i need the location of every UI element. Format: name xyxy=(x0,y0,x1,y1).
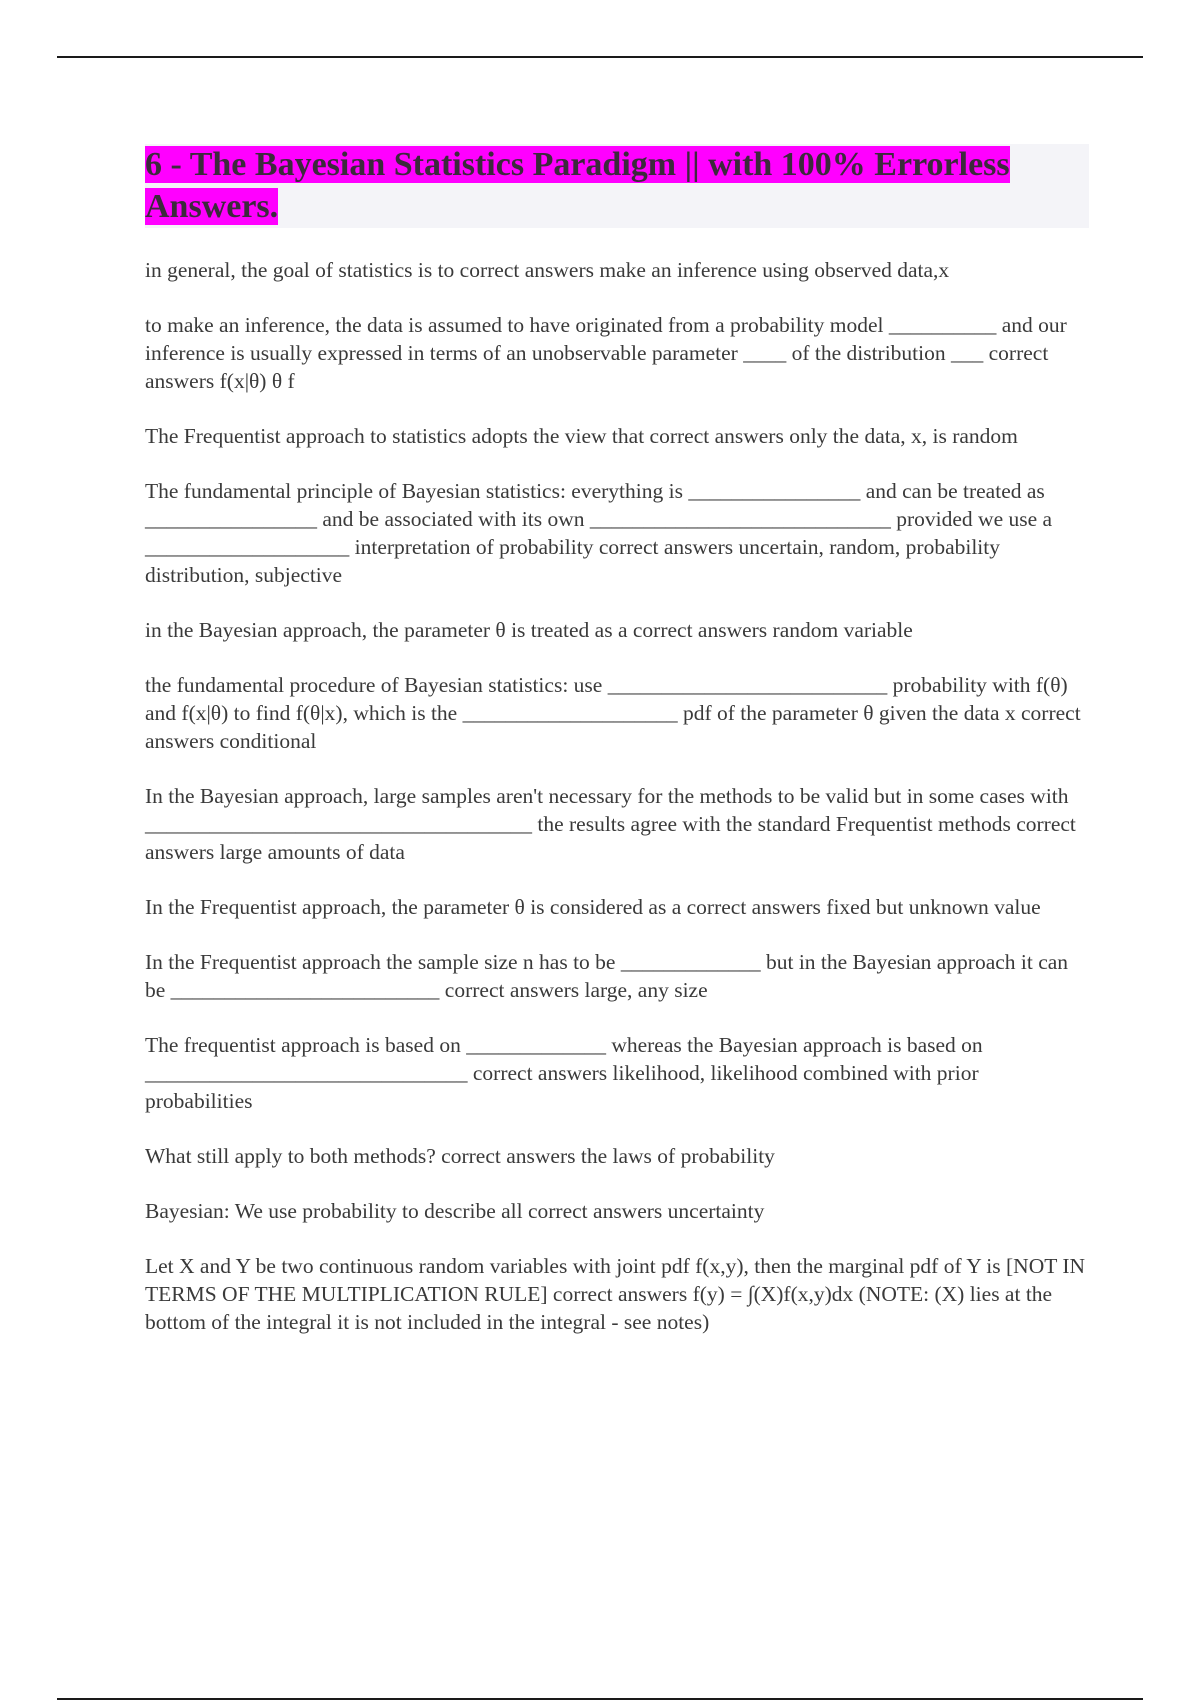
paragraph: In the Frequentist approach the sample size n has to be _____________ but in the Bayesian approach it can be _________________________ correct answers large, any size xyxy=(145,950,1069,1002)
paragraph: in general, the goal of statistics is to correct answers make an inference using observed data,x xyxy=(145,258,950,282)
paragraph: The frequentist approach is based on _____________ whereas the Bayesian approach is based on ______________________________ correct answers likelihood, likelihood combined with prior probabilities xyxy=(145,1033,983,1113)
paragraph: the fundamental procedure of Bayesian statistics: use __________________________ probability with f(θ) and f(x|θ) to find f(θ|x), which is the ____________________ pdf of the parameter θ given the data x correct answers conditional xyxy=(145,673,1081,753)
paragraph: in the Bayesian approach, the parameter θ is treated as a correct answers random variable xyxy=(145,618,913,642)
paragraph: The Frequentist approach to statistics adopts the view that correct answers only the data, x, is random xyxy=(145,424,1018,448)
paragraph: Let X and Y be two continuous random variables with joint pdf f(x,y), then the marginal pdf of Y is [NOT IN TERMS OF THE MULTIPLICATION RULE] correct answers f(y) = ∫(X)f(x,y)dx (NOTE: (X) lies at the bottom of the integral it is not included in the integral - see notes) xyxy=(145,1254,1086,1334)
paragraph: Bayesian: We use probability to describe all correct answers uncertainty xyxy=(145,1199,765,1223)
paragraph: to make an inference, the data is assumed to have originated from a probability model __________ and our inference is usually expressed in terms of an unobservable parameter ____ of the distribution ___ correct answers f(x|θ) θ f xyxy=(145,313,1067,393)
title-block xyxy=(145,144,1089,228)
paragraph: In the Bayesian approach, large samples aren't necessary for the methods to be valid but in some cases with ____________________________________ the results agree with the standard Frequentist methods correct answers large amounts of data xyxy=(145,784,1076,864)
paragraph: In the Frequentist approach, the parameter θ is considered as a correct answers fixed but unknown value xyxy=(145,895,1041,919)
title-highlight: 6 - The Bayesian Statistics Paradigm || with 100% Errorless Answers. xyxy=(145,146,1010,225)
document-body xyxy=(145,256,1090,1363)
page-title xyxy=(145,144,1075,228)
paragraph: What still apply to both methods? correct answers the laws of probability xyxy=(145,1144,775,1168)
paragraph: The fundamental principle of Bayesian statistics: everything is ________________ and can be treated as ________________ and be associated with its own ____________________________ provided we use a ___________________ interpretation of probability correct answers uncertain, random, probability distribution, subjective xyxy=(145,479,1053,587)
top-rule xyxy=(57,56,1143,58)
